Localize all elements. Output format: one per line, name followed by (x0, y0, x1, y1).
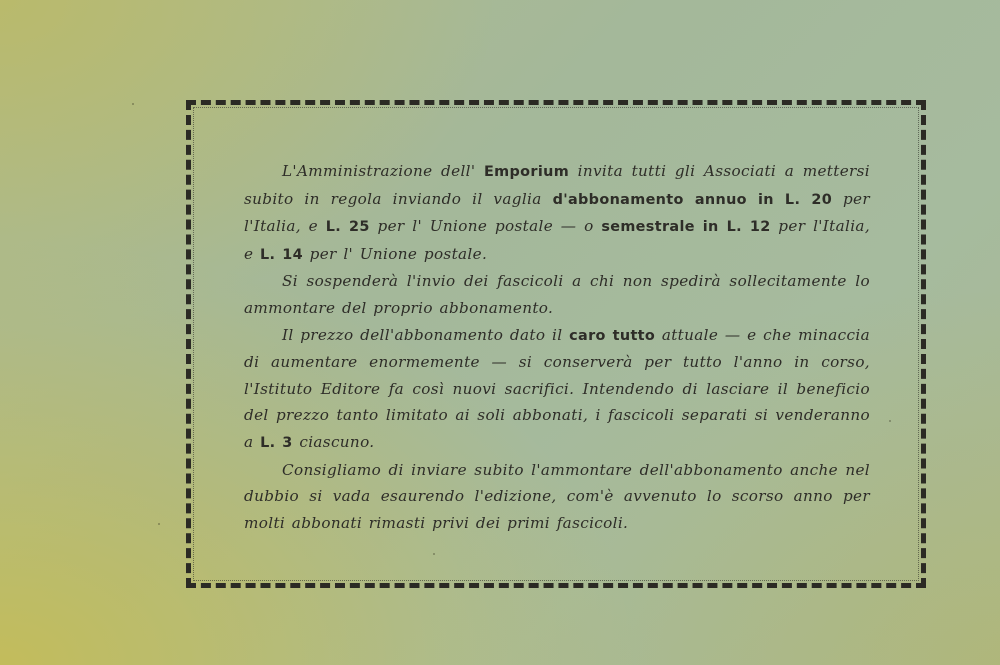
subscription-notice (244, 158, 870, 536)
bold-text-run: L. 25 (325, 219, 370, 236)
notice-paragraph-1 (244, 158, 870, 268)
paper-speck (433, 553, 435, 555)
text-run: per l' Unione postale — o (369, 217, 602, 236)
bold-text-run: caro tutto (569, 327, 656, 344)
text-run: per l'Italia, e (244, 189, 870, 236)
text-run: attuale — e che minaccia di aumentare enormemente — si conserverà per tutto l'anno in corso, l'Istituto Editore fa così nuovi sacrifici. Intendendo di lasciare il beneficio del prezzo tanto limitato ai soli abbonati, i fascicoli separati si venderanno a (244, 325, 870, 451)
notice-paragraph-2 (244, 268, 870, 321)
text-run: per l'Italia, e (244, 217, 871, 263)
paper-speck (132, 103, 134, 105)
paper-speck (158, 523, 160, 525)
notice-paragraph-4 (244, 457, 870, 537)
bold-text-run: Emporium (483, 164, 570, 180)
text-run: Consigliamo di inviare subito l'ammontare dell'abbonamento anche nel dubbio si vada esaurendo l'edizione, com'è avvenuto lo scorso anno per molti abbonati rimasti privi dei primi fascicoli. (244, 460, 870, 532)
text-run: per l' Unione postale. (302, 244, 488, 263)
notice-paragraph-3 (244, 322, 870, 457)
text-run: L'Amministrazione dell' (282, 162, 484, 180)
paper-speck (889, 420, 891, 422)
text-run: Si sospenderà l'invio dei fascicoli a chi non spedirà sollecitamente lo ammontare del proprio abbonamento. (244, 272, 870, 317)
bold-text-run: d'abbonamento annuo in L. 20 (552, 191, 833, 208)
bold-text-run: semestrale in L. 12 (601, 219, 771, 236)
text-run: invita tutti gli Associati a mettersi subito in regola inviando il vaglia (244, 162, 871, 208)
bold-text-run: L. 14 (260, 246, 303, 263)
bold-text-run: L. 3 (260, 434, 293, 451)
text-run: ciascuno. (292, 432, 375, 451)
text-run: Il prezzo dell'abbonamento dato il (282, 325, 570, 344)
